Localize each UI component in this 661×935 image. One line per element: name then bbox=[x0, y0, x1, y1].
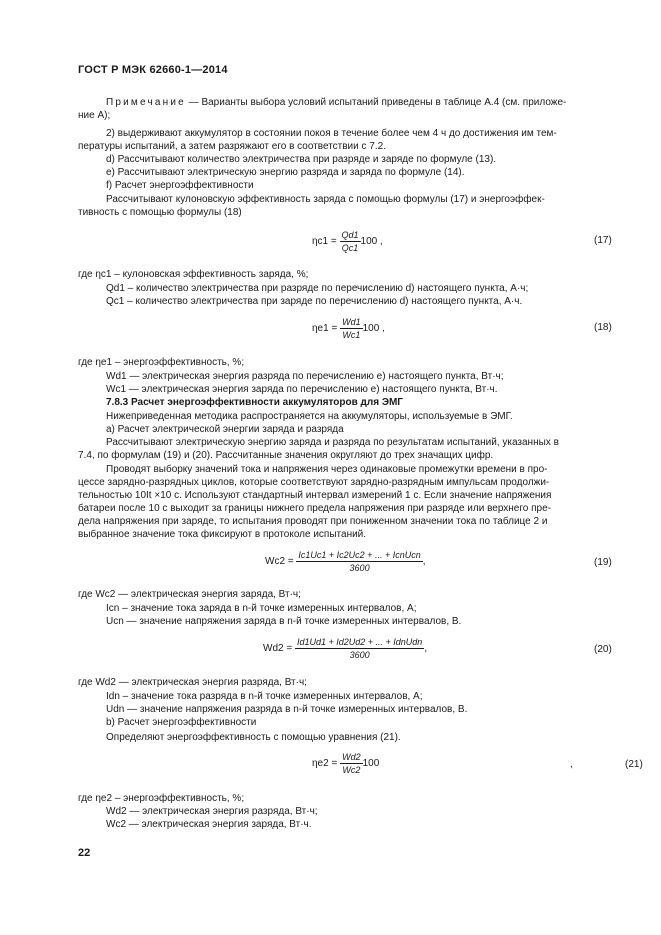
where-20-item-2: Udn — значение напряжения разряда в n-й точке измеренных интервалов, В. bbox=[106, 704, 468, 715]
note-text: — Варианты выбора условий испытаний приведены в таблице А.4 (см. приложе- bbox=[185, 97, 567, 108]
page-number: 22 bbox=[78, 847, 91, 859]
note-line-2: ние А); bbox=[78, 110, 111, 121]
formula-18-numerator: Wd1 bbox=[342, 317, 361, 327]
formula-20-denominator: 3600 bbox=[349, 650, 370, 660]
formula-21-number: (21) bbox=[625, 759, 643, 770]
note-line-1 bbox=[106, 96, 566, 109]
formula-19 bbox=[265, 550, 426, 573]
where-20: где Wd2 — электрическая энергия разряда, Вт·ч; bbox=[78, 677, 307, 688]
note-label: Примечание bbox=[106, 97, 186, 108]
formula-18-tail: 100 , bbox=[362, 323, 385, 335]
formula-21-denominator: Wc2 bbox=[342, 765, 361, 775]
formula-20 bbox=[263, 637, 427, 660]
formula-19-denominator: 3600 bbox=[349, 563, 370, 573]
formula-17-numerator: Qd1 bbox=[341, 230, 359, 240]
formula-18-number: (18) bbox=[594, 322, 612, 333]
item-a: а) Расчет электрической энергии заряда и разряда bbox=[106, 424, 344, 435]
where-19: где Wc2 — электрическая энергия заряда, Вт·ч; bbox=[78, 589, 301, 600]
item-b: b) Расчет энергоэффективности bbox=[106, 717, 257, 728]
formula-19-numerator: Ic1Uc1 + Ic2Uc2 + ... + IcnUcn bbox=[298, 550, 421, 560]
paragraph-a-line-2: 7.4, по формулам (19) и (20). Рассчитанные значения округляют до трех значащих цифр. bbox=[78, 450, 494, 461]
where-19-item-2: Ucn — значение напряжения заряда в n-й точке измеренных интервалов, В. bbox=[106, 616, 462, 627]
section-7-8-3-intro: Нижеприведенная методика распространяется на аккумуляторы, используемые в ЭМГ. bbox=[106, 411, 513, 422]
paragraph-2-line-2: пературы испытаний, а затем разряжают его в соответствии с 7.2. bbox=[78, 141, 386, 152]
paragraph-b-line-4: батареи после 10 с выходит за границы нижнего предела напряжения при разряде или верхнего пре- bbox=[78, 503, 552, 514]
formula-20-lhs: Wd2 = bbox=[263, 643, 293, 655]
where-18: где ηe1 – энергоэффективность, %; bbox=[78, 357, 245, 368]
formula-20-numerator: Id1Ud1 + Id2Ud2 + ... + IdnUdn bbox=[296, 637, 423, 647]
formula-17-fraction bbox=[340, 230, 361, 253]
where-18-item-2: Wc1 — электрическая энергия заряда по перечислению e) настоящего пункта, Вт·ч. bbox=[106, 384, 498, 395]
formula-19-lhs: Wc2 = bbox=[265, 556, 294, 568]
where-18-item-1: Wd1 — электрическая энергия разряда по перечислению e) настоящего пункта, Вт·ч; bbox=[106, 371, 504, 382]
formula-21-comma: , bbox=[570, 759, 573, 770]
formula-21-lhs: ηe2 = bbox=[312, 758, 338, 770]
formula-20-tail: , bbox=[424, 643, 428, 655]
formula-18-fraction bbox=[340, 317, 363, 340]
formula-21-tail: 100 bbox=[362, 758, 380, 770]
paragraph-b-line-5: дела напряжения при заряде, то испытания проводят при пониженном значении тока по таблице 2 и bbox=[78, 516, 548, 527]
where-21: где ηe2 – энергоэффективность, %; bbox=[78, 793, 245, 804]
formula-19-tail: , bbox=[422, 556, 426, 568]
formula-17-number: (17) bbox=[594, 235, 612, 246]
where-17-item-2: Qc1 – количество электричества при заряде по перечислению d) настоящего пункта, А·ч. bbox=[106, 296, 523, 307]
formula-21 bbox=[312, 752, 379, 775]
formula-21-fraction bbox=[340, 752, 363, 775]
paragraph-b-line-2: цессе зарядно-разрядных циклов, которые соответствуют зарядно-разрядным импульсам продолжи- bbox=[78, 477, 550, 488]
formula-17-denominator: Qc1 bbox=[341, 243, 359, 253]
formula-21-numerator: Wd2 bbox=[342, 752, 361, 762]
formula-20-number: (20) bbox=[594, 644, 612, 655]
where-17-item-1: Qd1 – количество электричества при разряде по перечислению d) настоящего пункта, А·ч; bbox=[106, 283, 529, 294]
formula-20-fraction bbox=[295, 637, 424, 660]
formula-17 bbox=[312, 230, 383, 253]
where-21-item-2: Wc2 — электрическая энергия заряда, Вт·ч. bbox=[106, 819, 312, 830]
where-21-item-1: Wd2 — электрическая энергия разряда, Вт·ч; bbox=[106, 806, 318, 817]
item-f: f) Расчет энергоэффективности bbox=[106, 180, 254, 191]
formula-19-number: (19) bbox=[594, 557, 612, 568]
paragraph-b-line-1: Проводят выборку значений тока и напряжения через одинаковые промежутки времени в про- bbox=[106, 464, 548, 475]
formula-17-lhs: ηc1 = bbox=[312, 236, 337, 248]
formula-18-lhs: ηe1 = bbox=[312, 323, 338, 335]
formula-17-tail: 100 , bbox=[360, 236, 383, 248]
paragraph-eq21-intro: Определяют энергоэффективность с помощью уравнения (21). bbox=[106, 732, 401, 743]
item-e: e) Рассчитывают электрическую энергию разряда и заряда по формуле (14). bbox=[106, 167, 465, 178]
formula-18-denominator: Wc1 bbox=[342, 330, 361, 340]
item-d: d) Рассчитывают количество электричества при разряде и заряде по формуле (13). bbox=[106, 154, 497, 165]
document-header: ГОСТ Р МЭК 62660-1—2014 bbox=[78, 64, 228, 76]
paragraph-2-line-1: 2) выдерживают аккумулятор в состоянии покоя в течение более чем 4 ч до достижения им тем- bbox=[106, 128, 557, 139]
paragraph-b-line-3: тельностью 10It ×10 с. Используют стандартный интервал измерений 1 с. Если значение напряжения bbox=[78, 490, 552, 501]
paragraph-f-line-1: Рассчитывают кулоновскую эффективность заряда с помощью формулы (17) и энергоэффек- bbox=[106, 194, 545, 205]
where-19-item-1: Icn – значение тока заряда в n-й точке измеренных интервалов, А; bbox=[106, 603, 417, 614]
section-7-8-3-heading: 7.8.3 Расчет энергоэффективности аккумуляторов для ЭМГ bbox=[106, 397, 403, 408]
paragraph-f-line-2: тивность с помощью формулы (18) bbox=[78, 207, 242, 218]
formula-18 bbox=[312, 317, 385, 340]
formula-19-fraction bbox=[296, 550, 422, 573]
paragraph-a-line-1: Рассчитывают электрическую энергию заряда и разряда по результатам испытаний, указанных в bbox=[106, 437, 559, 448]
where-20-item-1: Idn – значение тока разряда в n-й точке измеренных интервалов, А; bbox=[106, 691, 423, 702]
paragraph-b-line-6: выбранное значение тока фиксируют в протоколе испытаний. bbox=[78, 529, 367, 540]
where-17: где ηc1 – кулоновская эффективность заряда, %; bbox=[78, 269, 309, 280]
